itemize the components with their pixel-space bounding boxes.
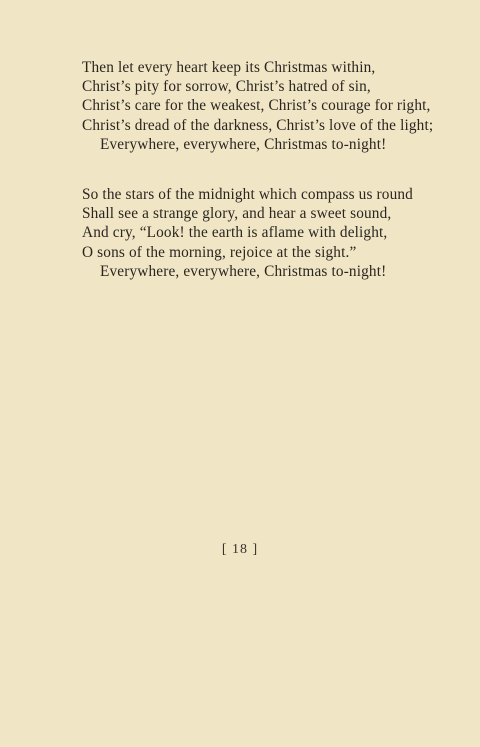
page-number: [ 18 ] — [221, 542, 259, 557]
verse-line: And cry, “Look! the earth is aflame with delight, — [82, 224, 388, 242]
stanza-2 — [82, 185, 462, 281]
verse-line: So the stars of the midnight which compass us round — [82, 186, 413, 203]
stanza-1 — [82, 58, 462, 154]
verse-line: Christ’s pity for sorrow, Christ’s hatred of sin, — [82, 78, 371, 96]
verse-line: O sons of the morning, rejoice at the sight.” — [82, 243, 357, 261]
verse-line: Christ’s dread of the darkness, Christ’s love of the light; — [82, 116, 434, 134]
verse-line: Christ’s care for the weakest, Christ’s courage for right, — [82, 97, 431, 115]
verse-line: Shall see a strange glory, and hear a sweet sound, — [82, 205, 392, 223]
verse-line: Then let every heart keep its Christmas within, — [82, 59, 376, 76]
refrain-line: Everywhere, everywhere, Christmas to-night! — [100, 135, 387, 153]
refrain-line: Everywhere, everywhere, Christmas to-night! — [100, 262, 387, 280]
